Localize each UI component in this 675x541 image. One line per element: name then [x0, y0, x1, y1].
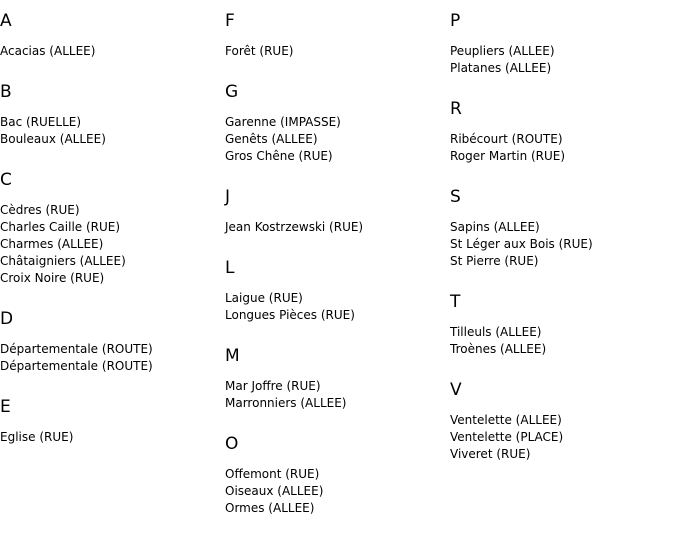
street-entry: Acacias (ALLEE)	[0, 44, 96, 58]
street-entry: Offemont (RUE)	[225, 467, 320, 481]
street-entry: Platanes (ALLEE)	[450, 61, 552, 75]
street-entry: Forêt (RUE)	[225, 44, 294, 58]
letter-group	[225, 412, 450, 517]
letter-group	[450, 77, 675, 165]
letter-group	[450, 165, 675, 270]
street-entry: Départementale (ROUTE)	[0, 359, 153, 373]
street-entry: Jean Kostrzewski (RUE)	[225, 220, 364, 234]
index-column	[0, 0, 225, 446]
index-column	[225, 0, 450, 517]
street-list	[225, 366, 450, 412]
letter-heading: P	[450, 11, 461, 31]
street-list	[0, 329, 225, 375]
letter-group	[225, 0, 450, 60]
street-list	[225, 278, 450, 324]
street-entry: Ventelette (ALLEE)	[450, 413, 562, 427]
street-entry: Eglise (RUE)	[0, 430, 74, 444]
letter-heading: V	[450, 380, 462, 400]
letter-heading: S	[450, 187, 461, 207]
street-list	[225, 31, 450, 60]
street-entry: Garenne (IMPASSE)	[225, 115, 341, 129]
street-entry: Sapins (ALLEE)	[450, 220, 540, 234]
street-list	[225, 207, 450, 236]
letter-group	[450, 0, 675, 77]
letter-group	[225, 324, 450, 412]
street-entry: Bouleaux (ALLEE)	[0, 132, 106, 146]
letter-heading: D	[0, 309, 14, 329]
letter-heading: E	[0, 397, 11, 417]
street-entry: Mar Joffre (RUE)	[225, 379, 321, 393]
street-list	[225, 454, 450, 517]
street-entry: Ventelette (PLACE)	[450, 430, 564, 444]
letter-heading: C	[0, 170, 12, 190]
street-entry: Peupliers (ALLEE)	[450, 44, 555, 58]
street-list	[450, 400, 675, 463]
letter-heading: F	[225, 11, 235, 31]
street-entry: Oiseaux (ALLEE)	[225, 484, 324, 498]
letter-heading: M	[225, 346, 240, 366]
letter-group	[450, 358, 675, 463]
street-list	[450, 312, 675, 358]
street-entry: Viveret (RUE)	[450, 447, 531, 461]
street-entry: Cèdres (RUE)	[0, 203, 80, 217]
street-list	[450, 31, 675, 77]
street-entry: St Léger aux Bois (RUE)	[450, 237, 593, 251]
letter-heading: R	[450, 99, 462, 119]
letter-group	[0, 148, 225, 287]
letter-group	[0, 287, 225, 375]
street-list	[0, 190, 225, 287]
street-entry: St Pierre (RUE)	[450, 254, 539, 268]
street-list	[0, 417, 225, 446]
letter-heading: L	[225, 258, 235, 278]
letter-heading: A	[0, 11, 12, 31]
letter-group	[0, 0, 225, 60]
street-list	[0, 31, 225, 60]
letter-heading: G	[225, 82, 239, 102]
street-entry: Genêts (ALLEE)	[225, 132, 318, 146]
street-entry: Laigue (RUE)	[225, 291, 303, 305]
street-list	[450, 207, 675, 270]
letter-group	[0, 60, 225, 148]
letter-heading: J	[225, 187, 231, 207]
street-list	[450, 119, 675, 165]
street-list	[225, 102, 450, 165]
street-entry: Marronniers (ALLEE)	[225, 396, 347, 410]
street-entry: Bac (RUELLE)	[0, 115, 82, 129]
index-column	[450, 0, 675, 463]
letter-heading: B	[0, 82, 12, 102]
street-entry: Gros Chêne (RUE)	[225, 149, 333, 163]
street-entry: Châtaigniers (ALLEE)	[0, 254, 126, 268]
letter-group	[225, 236, 450, 324]
street-entry: Départementale (ROUTE)	[0, 342, 153, 356]
street-entry: Troènes (ALLEE)	[450, 342, 547, 356]
letter-group	[225, 60, 450, 165]
street-entry: Longues Pièces (RUE)	[225, 308, 355, 322]
street-entry: Ormes (ALLEE)	[225, 501, 315, 515]
street-list	[0, 102, 225, 148]
letter-heading: O	[225, 434, 239, 454]
street-entry: Tilleuls (ALLEE)	[450, 325, 542, 339]
letter-heading: T	[450, 292, 461, 312]
street-entry: Charles Caille (RUE)	[0, 220, 121, 234]
street-entry: Ribécourt (ROUTE)	[450, 132, 563, 146]
letter-group	[225, 165, 450, 236]
street-entry: Charmes (ALLEE)	[0, 237, 104, 251]
letter-group	[0, 375, 225, 446]
street-entry: Roger Martin (RUE)	[450, 149, 566, 163]
letter-group	[450, 270, 675, 358]
street-entry: Croix Noire (RUE)	[0, 271, 105, 285]
